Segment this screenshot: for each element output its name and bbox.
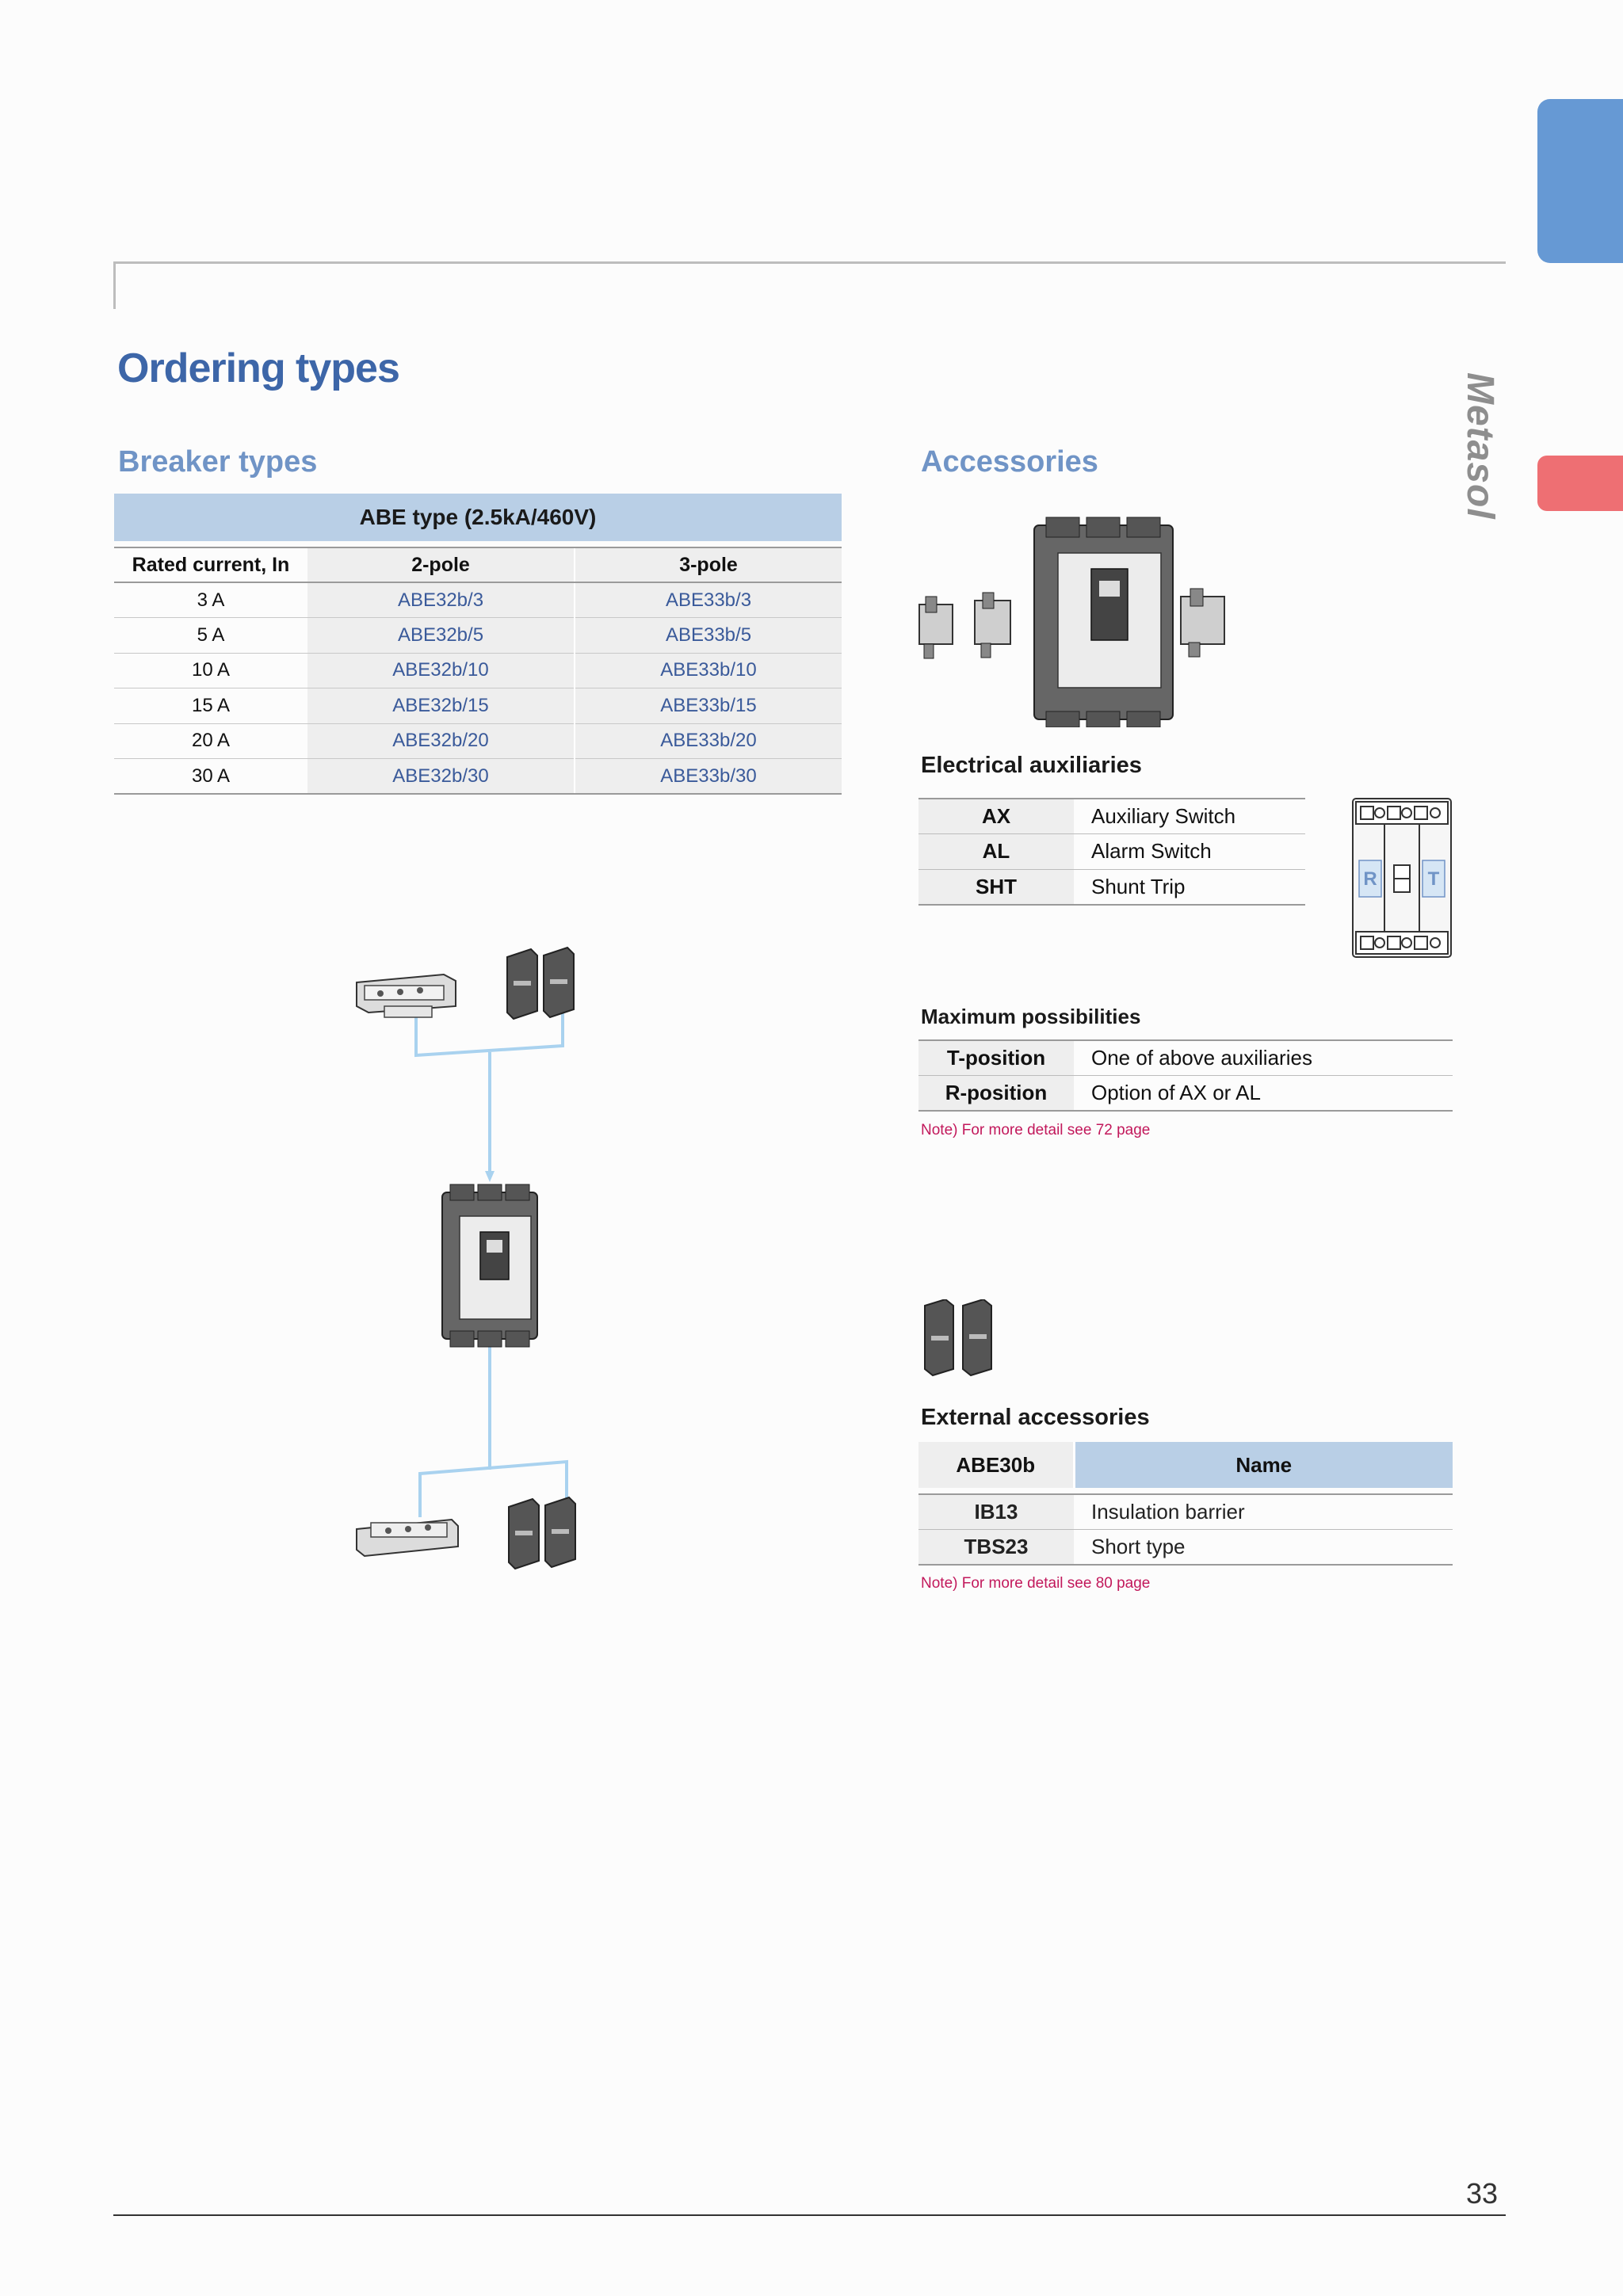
breaker-table-header-row bbox=[114, 547, 842, 582]
table-row bbox=[114, 759, 842, 795]
external-table-header-row bbox=[918, 1442, 1453, 1488]
position-cell: R-position bbox=[918, 1076, 1074, 1112]
table-row bbox=[918, 869, 1305, 905]
rated-current-cell: 5 A bbox=[114, 618, 307, 654]
three-pole-code-cell: ABE33b/5 bbox=[575, 618, 842, 654]
col-header-name: Name bbox=[1074, 1442, 1453, 1488]
three-pole-code-cell: ABE33b/3 bbox=[575, 582, 842, 618]
short-terminal-cover-icon bbox=[357, 1520, 458, 1556]
t-position-label: T bbox=[1427, 868, 1440, 890]
breaker-section-title: Breaker types bbox=[118, 445, 318, 479]
accessories-illustration bbox=[915, 513, 1232, 727]
aux-name-cell: Shunt Trip bbox=[1074, 869, 1305, 905]
page-title: Ordering types bbox=[117, 345, 399, 391]
table-row bbox=[918, 1040, 1453, 1076]
header-rule-tick bbox=[113, 261, 116, 309]
external-accessories-table bbox=[918, 1442, 1453, 1566]
breaker-table-title: ABE type (2.5kA/460V) bbox=[114, 494, 842, 541]
insulation-barrier-icon bbox=[507, 948, 574, 1019]
two-pole-code-cell: ABE32b/10 bbox=[307, 653, 575, 688]
accessory-name-cell: Short type bbox=[1074, 1530, 1453, 1566]
table-row bbox=[114, 723, 842, 759]
header-rule bbox=[113, 261, 1506, 264]
terminal-cover-icon bbox=[357, 974, 456, 1017]
table-row bbox=[114, 653, 842, 688]
two-pole-code-cell: ABE32b/20 bbox=[307, 723, 575, 759]
table-row bbox=[918, 1076, 1453, 1112]
accessories-section-title: Accessories bbox=[921, 445, 1098, 479]
rated-current-cell: 3 A bbox=[114, 582, 307, 618]
two-pole-code-cell: ABE32b/3 bbox=[307, 582, 575, 618]
aux-name-cell: Alarm Switch bbox=[1074, 834, 1305, 870]
note-page-72: Note) For more detail see 72 page bbox=[921, 1122, 1151, 1138]
position-diagram bbox=[1351, 797, 1453, 959]
breaker-table bbox=[114, 494, 842, 795]
breaker-table-title-row bbox=[114, 494, 842, 541]
r-position-label: R bbox=[1363, 868, 1377, 890]
breaker-icon bbox=[1034, 517, 1173, 727]
breaker-icon bbox=[442, 1184, 537, 1347]
three-pole-code-cell: ABE33b/20 bbox=[575, 723, 842, 759]
aux-code-cell: SHT bbox=[918, 869, 1074, 905]
three-pole-code-cell: ABE33b/30 bbox=[575, 759, 842, 795]
auxiliary-switch-icon bbox=[919, 597, 953, 658]
arrow-down-icon bbox=[485, 1171, 495, 1182]
side-tab-blue bbox=[1537, 99, 1623, 263]
accessory-name-cell: Insulation barrier bbox=[1074, 1494, 1453, 1530]
table-row bbox=[918, 799, 1305, 834]
external-accessories-title: External accessories bbox=[921, 1405, 1150, 1430]
col-header-rated-current: Rated current, In bbox=[114, 547, 307, 582]
accessory-code-cell: TBS23 bbox=[918, 1530, 1074, 1566]
table-row bbox=[918, 1530, 1453, 1566]
position-option-cell: One of above auxiliaries bbox=[1074, 1040, 1453, 1076]
electrical-auxiliaries-title: Electrical auxiliaries bbox=[921, 753, 1142, 778]
alarm-switch-icon bbox=[975, 593, 1010, 658]
three-pole-code-cell: ABE33b/10 bbox=[575, 653, 842, 688]
table-spacer bbox=[114, 541, 842, 547]
col-header-2-pole: 2-pole bbox=[307, 547, 575, 582]
aux-code-cell: AL bbox=[918, 834, 1074, 870]
rated-current-cell: 30 A bbox=[114, 759, 307, 795]
rated-current-cell: 20 A bbox=[114, 723, 307, 759]
insulation-barrier-icon bbox=[925, 1299, 991, 1375]
position-option-cell: Option of AX or AL bbox=[1074, 1076, 1453, 1112]
table-row bbox=[114, 582, 842, 618]
external-barrier-illustration bbox=[923, 1299, 1002, 1379]
table-spacer bbox=[918, 1488, 1453, 1494]
footer-rule bbox=[113, 2214, 1506, 2216]
two-pole-code-cell: ABE32b/5 bbox=[307, 618, 575, 654]
table-row bbox=[918, 1494, 1453, 1530]
page-number: 33 bbox=[1466, 2177, 1499, 2210]
two-pole-code-cell: ABE32b/30 bbox=[307, 759, 575, 795]
brand-label: Metasol bbox=[1459, 372, 1501, 520]
maximum-possibilities-table bbox=[918, 1039, 1453, 1112]
side-tab-red bbox=[1537, 456, 1623, 511]
aux-name-cell: Auxiliary Switch bbox=[1074, 799, 1305, 834]
note-page-80: Note) For more detail see 80 page bbox=[921, 1575, 1151, 1592]
maximum-possibilities-title: Maximum possibilities bbox=[921, 1005, 1141, 1028]
col-header-3-pole: 3-pole bbox=[575, 547, 842, 582]
shunt-trip-icon bbox=[1181, 589, 1224, 657]
three-pole-code-cell: ABE33b/15 bbox=[575, 688, 842, 724]
col-header-abe30b: ABE30b bbox=[918, 1442, 1074, 1488]
rated-current-cell: 10 A bbox=[114, 653, 307, 688]
table-row bbox=[114, 618, 842, 654]
aux-code-cell: AX bbox=[918, 799, 1074, 834]
electrical-auxiliaries-table bbox=[918, 798, 1305, 906]
accessory-code-cell: IB13 bbox=[918, 1494, 1074, 1530]
rated-current-cell: 15 A bbox=[114, 688, 307, 724]
assembly-illustration bbox=[349, 935, 602, 1585]
two-pole-code-cell: ABE32b/15 bbox=[307, 688, 575, 724]
insulation-barrier-icon bbox=[509, 1497, 575, 1569]
position-cell: T-position bbox=[918, 1040, 1074, 1076]
table-row bbox=[918, 834, 1305, 870]
table-row bbox=[114, 688, 842, 724]
